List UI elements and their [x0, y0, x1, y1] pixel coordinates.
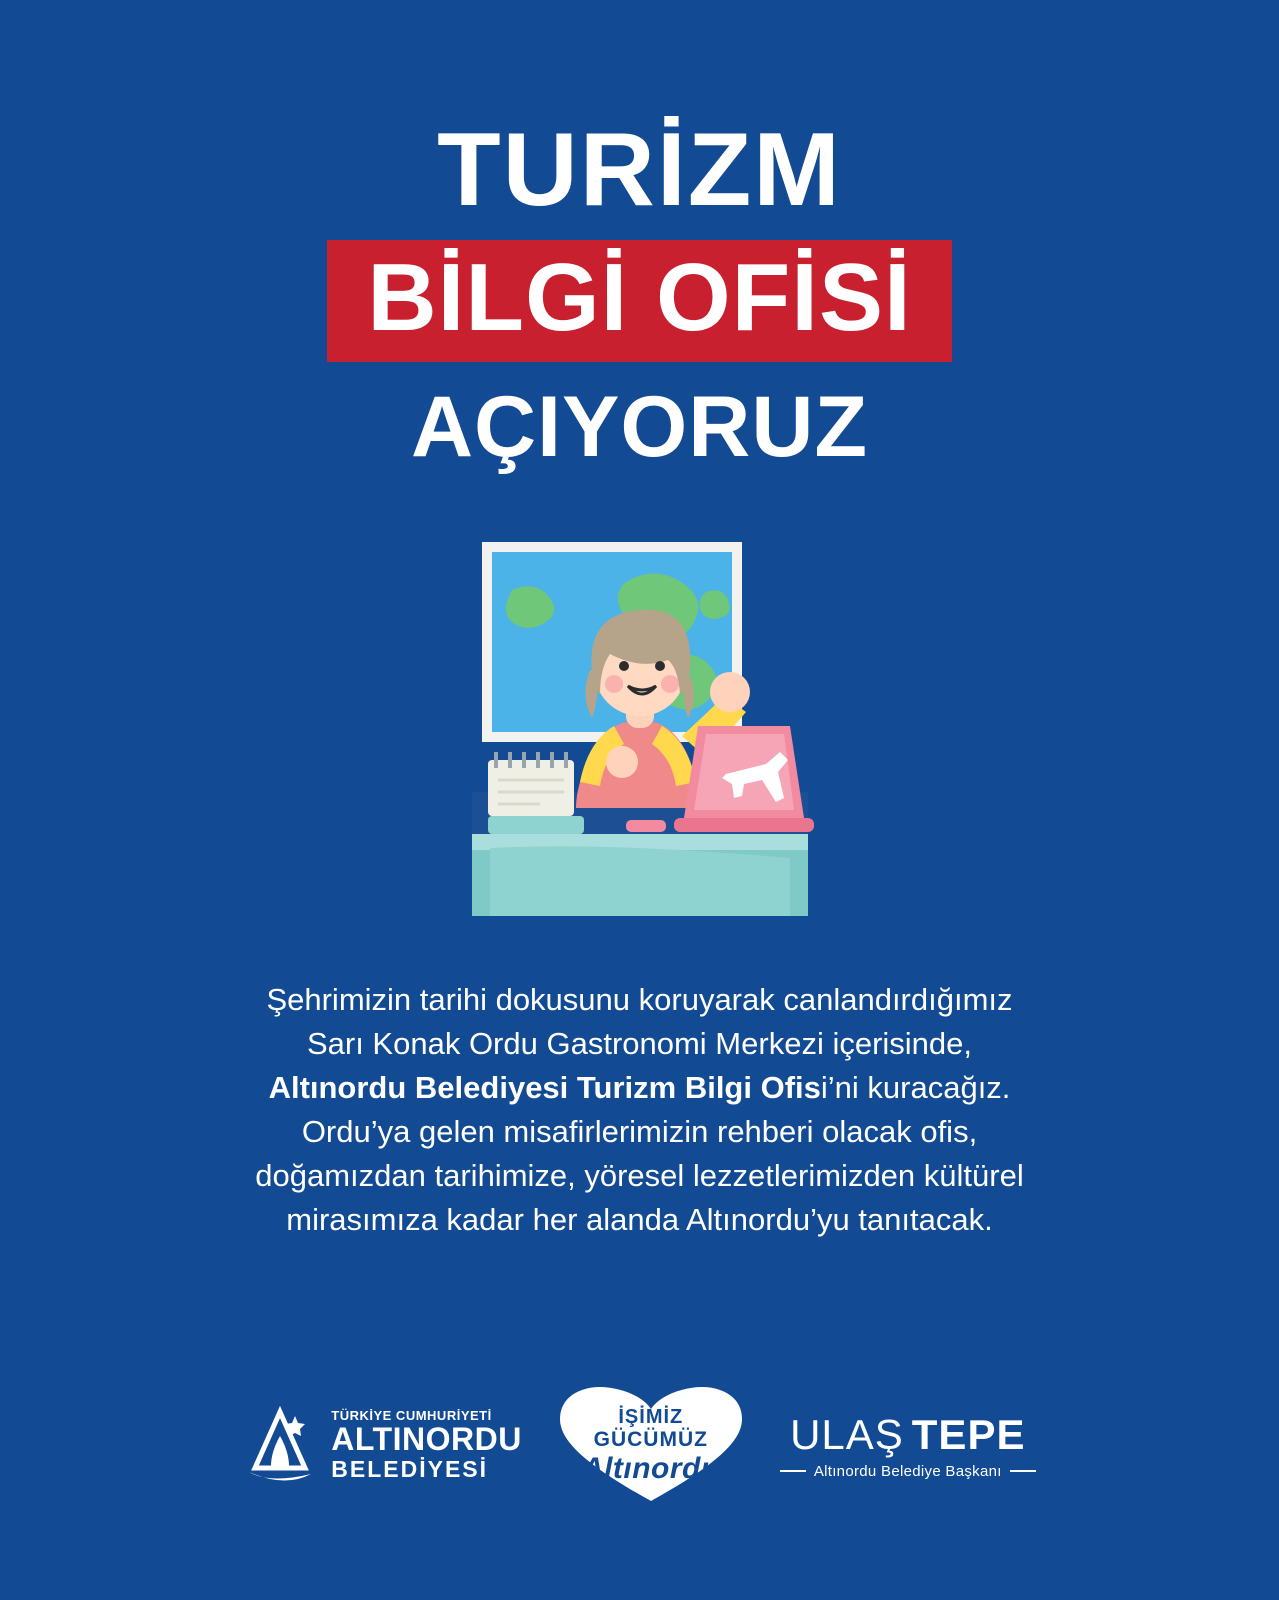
municipality-wordmark: [331, 1409, 522, 1480]
rule-left-icon: [780, 1470, 806, 1472]
rule-right-icon: [1010, 1470, 1036, 1472]
headline-block: [0, 112, 1279, 475]
slogan-line-2: GÜCÜMÜZ: [593, 1427, 708, 1451]
mayor-last-name: TEPE: [911, 1410, 1026, 1458]
municipality-logo: [243, 1406, 522, 1484]
municipality-line-small: TÜRKİYE CUMHURİYETİ: [331, 1408, 492, 1424]
title-line-3: AÇIYORUZ: [410, 379, 869, 475]
body-line-3-rest: i’ni kuracağız.: [820, 1070, 1011, 1106]
body-line-5: doğamızdan tarihimize, yöresel lezzetlerimizden kültürel: [255, 1158, 1024, 1194]
mayor-signature: [780, 1411, 1036, 1480]
mayor-name: [790, 1411, 1025, 1459]
title-line-1: TURİZM: [437, 112, 842, 228]
body-line-3-bold: Altınordu Belediyesi Turizm Bilgi Ofis: [268, 1070, 821, 1106]
mayor-role: [780, 1463, 1036, 1480]
body-line-2: Sarı Konak Ordu Gastronomi Merkezi içerisinde,: [306, 1026, 973, 1062]
slogan-line-3: Altınordu: [581, 1451, 720, 1485]
mayor-role-text: Altınordu Belediye Başkanı: [813, 1462, 1002, 1480]
title-line-2: BİLGİ OFİSİ: [367, 244, 912, 351]
tourism-office-illustration: [430, 530, 850, 930]
slogan-badge: [556, 1385, 746, 1505]
body-line-6: mirasımıza kadar her alanda Altınordu’yu tanıtacak.: [286, 1202, 993, 1238]
slogan-line-1: İŞİMİZ: [618, 1405, 684, 1428]
municipality-line-big: ALTINORDU: [331, 1420, 522, 1457]
footer-logos: [0, 1385, 1279, 1505]
body-line-3: [140, 1066, 1140, 1110]
body-copy: [140, 978, 1140, 1242]
title-highlight-band: [327, 240, 951, 362]
mayor-first-name: ULAŞ: [790, 1410, 904, 1458]
body-line-4: Ordu’ya gelen misafirlerimizin rehberi olacak ofis,: [301, 1114, 978, 1150]
body-line-1: Şehrimizin tarihi dokusunu koruyarak canlandırdığımız: [266, 982, 1013, 1017]
altinordu-emblem-icon: [243, 1406, 317, 1484]
slogan-text: [582, 1407, 720, 1484]
municipality-line-mid: BELEDİYESİ: [331, 1455, 489, 1482]
